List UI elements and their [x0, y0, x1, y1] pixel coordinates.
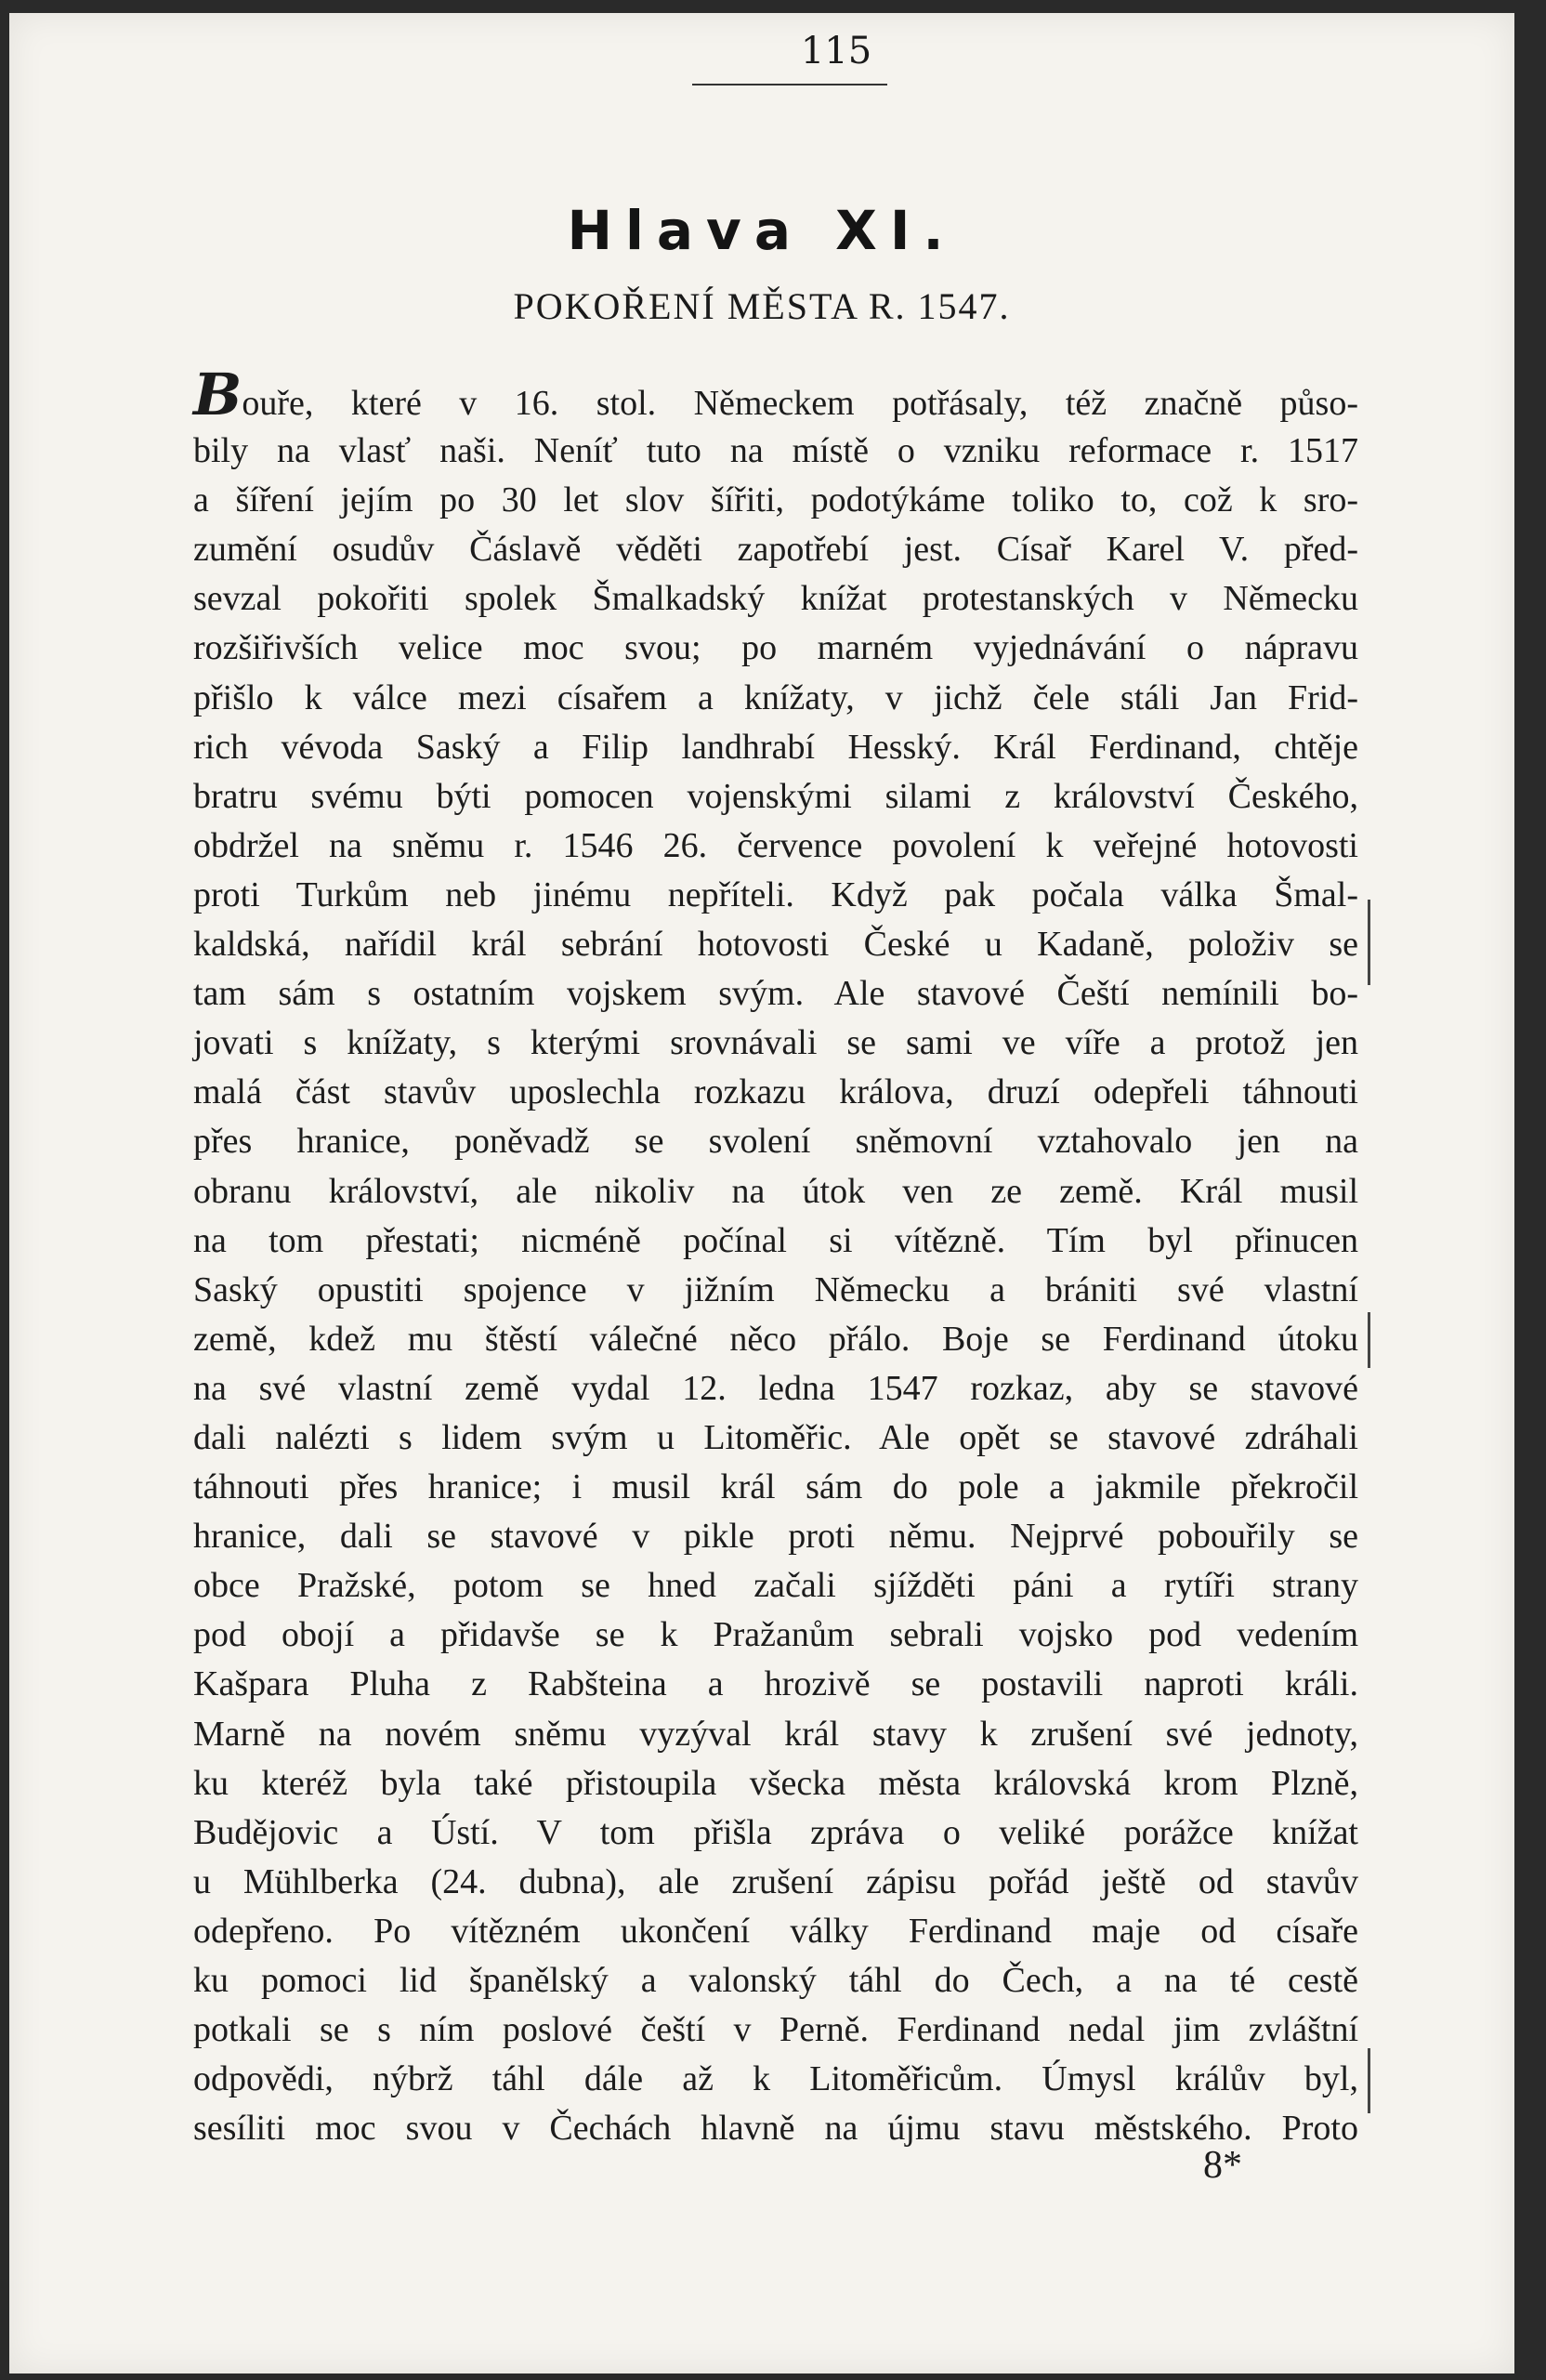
- text-line: tam sám s ostatním vojskem svým. Ale stavové Čeští nemínili bo-: [193, 974, 1358, 1014]
- text-line: rich vévoda Saský a Filip landhrabí Hesský. Král Ferdinand, chtěje: [193, 727, 1358, 767]
- text-line: táhnouti přes hranice; i musil král sám do pole a jakmile překročil: [193, 1467, 1358, 1507]
- text-line: odpovědi, nýbrž táhl dále až k Litoměřicům. Úmysl králův byl,: [193, 2059, 1358, 2099]
- text-line: jovati s knížaty, s kterými srovnávali se sami ve víře a protož jen: [193, 1023, 1358, 1063]
- text-line: odepřeno. Po vítězném ukončení války Ferdinand maje od císaře: [193, 1911, 1358, 1951]
- text-line: Saský opustiti spojence v jižním Německu a brániti své vlastní: [193, 1269, 1358, 1309]
- text-line: bily na vlasť naši. Neníť tuto na místě o vzniku reformace r. 1517: [193, 431, 1358, 471]
- header-rule: [692, 84, 887, 85]
- text-line: přišlo k válce mezi císařem a knížaty, v jichž čele stáli Jan Frid-: [193, 677, 1358, 717]
- chapter-title: Hlava XI.: [567, 199, 957, 262]
- text-line: obce Pražské, potom se hned začali sjížděti páni a rytíři strany: [193, 1566, 1358, 1606]
- text-line: země, kdež mu štěstí válečné něco přálo. Boje se Ferdinand útoku: [193, 1319, 1358, 1359]
- text-line: Kašpara Pluha z Rabšteina a hrozivě se postavili naproti králi.: [193, 1664, 1358, 1704]
- body-text: [193, 361, 1358, 2153]
- page-number: 115: [800, 30, 872, 72]
- text-line: rozšiřivších velice moc svou; po marném vyjednávání o nápravu: [193, 628, 1358, 668]
- book-page: [9, 13, 1514, 2373]
- text-line: hranice, dali se stavové v pikle proti němu. Nejprvé pobouřily se: [193, 1517, 1358, 1557]
- text-line: Marně na novém sněmu vyzýval král stavy k zrušení své jednoty,: [193, 1714, 1358, 1754]
- text-line: dali nalézti s lidem svým u Litoměřic. Ale opět se stavové zdráhali: [193, 1417, 1358, 1457]
- text-line: sevzal pokořiti spolek Šmalkadský knížat protestanských v Německu: [193, 579, 1358, 619]
- margin-mark: [1368, 1312, 1370, 1368]
- drop-cap: B: [193, 361, 242, 428]
- text-line: Budějovic a Ústí. V tom přišla zpráva o veliké porážce knížat: [193, 1812, 1358, 1852]
- text-line: přes hranice, poněvadž se svolení sněmovní vztahovalo jen na: [193, 1122, 1358, 1162]
- text-line: ku pomoci lid španělský a valonský táhl do Čech, a na té cestě: [193, 1961, 1358, 2000]
- signature-mark: 8*: [1203, 2144, 1242, 2187]
- margin-mark: [1368, 900, 1370, 985]
- text-line: pod obojí a přidavše se k Pražanům sebrali vojsko pod vedením: [193, 1615, 1358, 1655]
- text-line: malá část stavův uposlechla rozkazu králova, druzí odepřeli táhnouti: [193, 1072, 1358, 1112]
- text-line: bratru svému býti pomocen vojenskými silami z království Českého,: [193, 776, 1358, 816]
- text-line: potkali se s ním poslové čeští v Perně. Ferdinand nedal jim zvláštní: [193, 2010, 1358, 2050]
- text-line: kaldská, nařídil král sebrání hotovosti České u Kadaně, položiv se: [193, 925, 1358, 965]
- first-line-text: ouře, které v 16. stol. Německem potřásaly, též značně půso-: [242, 384, 1358, 423]
- text-line: na tom přestati; nicméně počínal si vítězně. Tím byl přinucen: [193, 1220, 1358, 1260]
- chapter-subtitle: POKOŘENÍ MĚSTA R. 1547.: [513, 285, 1011, 327]
- text-line: sesíliti moc svou v Čechách hlavně na újmu stavu městského. Proto: [193, 2109, 1358, 2149]
- text-line: a šíření jejím po 30 let slov šířiti, podotýkáme toliko to, což k sro-: [193, 480, 1358, 520]
- text-line: proti Turkům neb jinému nepříteli. Když pak počala válka Šmal-: [193, 874, 1358, 914]
- text-line: u Mühlberka (24. dubna), ale zrušení zápisu pořád ještě od stavův: [193, 1861, 1358, 1901]
- text-line: [193, 361, 1358, 428]
- text-line: obranu království, ale nikoliv na útok ven ze země. Král musil: [193, 1171, 1358, 1211]
- text-line: obdržel na sněmu r. 1546 26. července povolení k veřejné hotovosti: [193, 825, 1358, 865]
- text-line: zumění osudův Čáslavě věděti zapotřebí jest. Císař Karel V. před-: [193, 530, 1358, 570]
- margin-mark: [1368, 2048, 1370, 2113]
- text-line: ku kteréž byla také přistoupila všecka města královská krom Plzně,: [193, 1763, 1358, 1803]
- text-line: na své vlastní země vydal 12. ledna 1547 rozkaz, aby se stavové: [193, 1368, 1358, 1408]
